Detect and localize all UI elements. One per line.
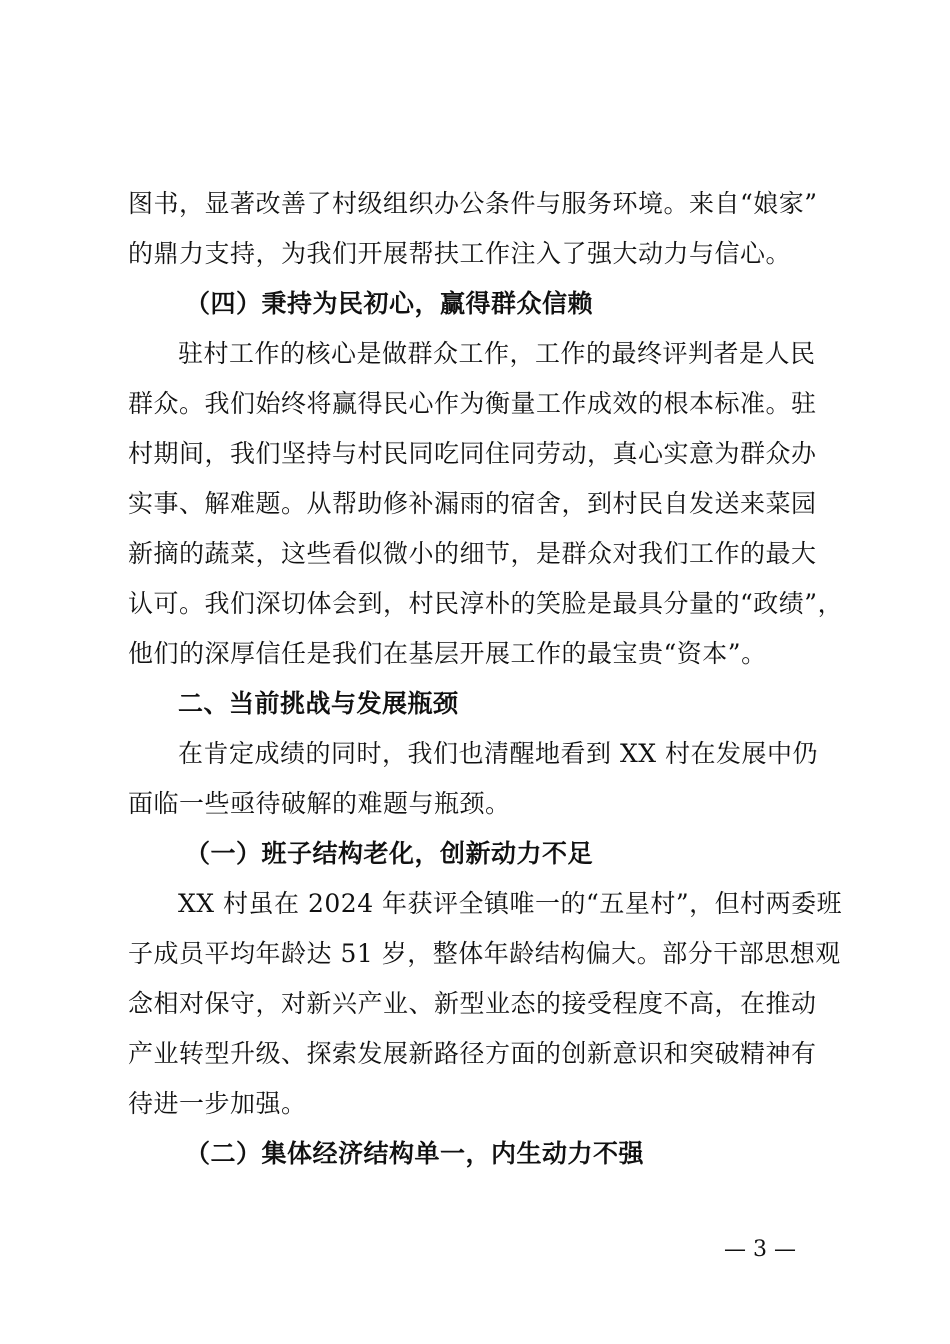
section-heading: 二、当前挑战与发展瓶颈 (178, 689, 459, 718)
paragraph-line: 图书，显著改善了村级组织办公条件与服务环境。来自“娘家” (128, 189, 818, 218)
paragraph-line: 念相对保守，对新兴产业、新型业态的接受程度不高，在推动 (128, 989, 817, 1018)
paragraph-line: 待进一步加强。 (128, 1089, 307, 1118)
paragraph-line: 子成员平均年龄达 51 岁，整体年龄结构偏大。部分干部思想观 (128, 939, 841, 968)
paragraph-line: 的鼎力支持，为我们开展帮扶工作注入了强大动力与信心。 (128, 239, 792, 268)
paragraph-line: 产业转型升级、探索发展新路径方面的创新意识和突破精神有 (128, 1039, 817, 1068)
paragraph-line: 认可。我们深切体会到，村民淳朴的笑脸是最具分量的“政绩”， (128, 589, 844, 618)
paragraph-line: 新摘的蔬菜，这些看似微小的细节，是群众对我们工作的最大 (128, 539, 817, 568)
paragraph-line: 实事、解难题。从帮助修补漏雨的宿舍，到村民自发送来菜园 (128, 489, 817, 518)
paragraph-line: 面临一些亟待破解的难题与瓶颈。 (128, 789, 511, 818)
paragraph-line: XX 村虽在 2024 年获评全镇唯一的“五星村”，但村两委班 (178, 889, 843, 918)
paragraph-line: 在肯定成绩的同时，我们也清醒地看到 XX 村在发展中仍 (178, 739, 818, 768)
paragraph-line: 群众。我们始终将赢得民心作为衡量工作成效的根本标准。驻 (128, 389, 817, 418)
section-subheading: （四）秉持为民初心，赢得群众信赖 (185, 289, 594, 318)
paragraph-line: 村期间，我们坚持与村民同吃同住同劳动，真心实意为群众办 (128, 439, 817, 468)
paragraph-line: 他们的深厚信任是我们在基层开展工作的最宝贵“资本”。 (128, 639, 767, 668)
section-subheading: （一）班子结构老化，创新动力不足 (185, 839, 594, 868)
section-subheading: （二）集体经济结构单一，内生动力不强 (185, 1139, 645, 1168)
paragraph-line: 驻村工作的核心是做群众工作，工作的最终评判者是人民 (178, 339, 816, 368)
page-number: — 3 — (724, 1237, 796, 1262)
